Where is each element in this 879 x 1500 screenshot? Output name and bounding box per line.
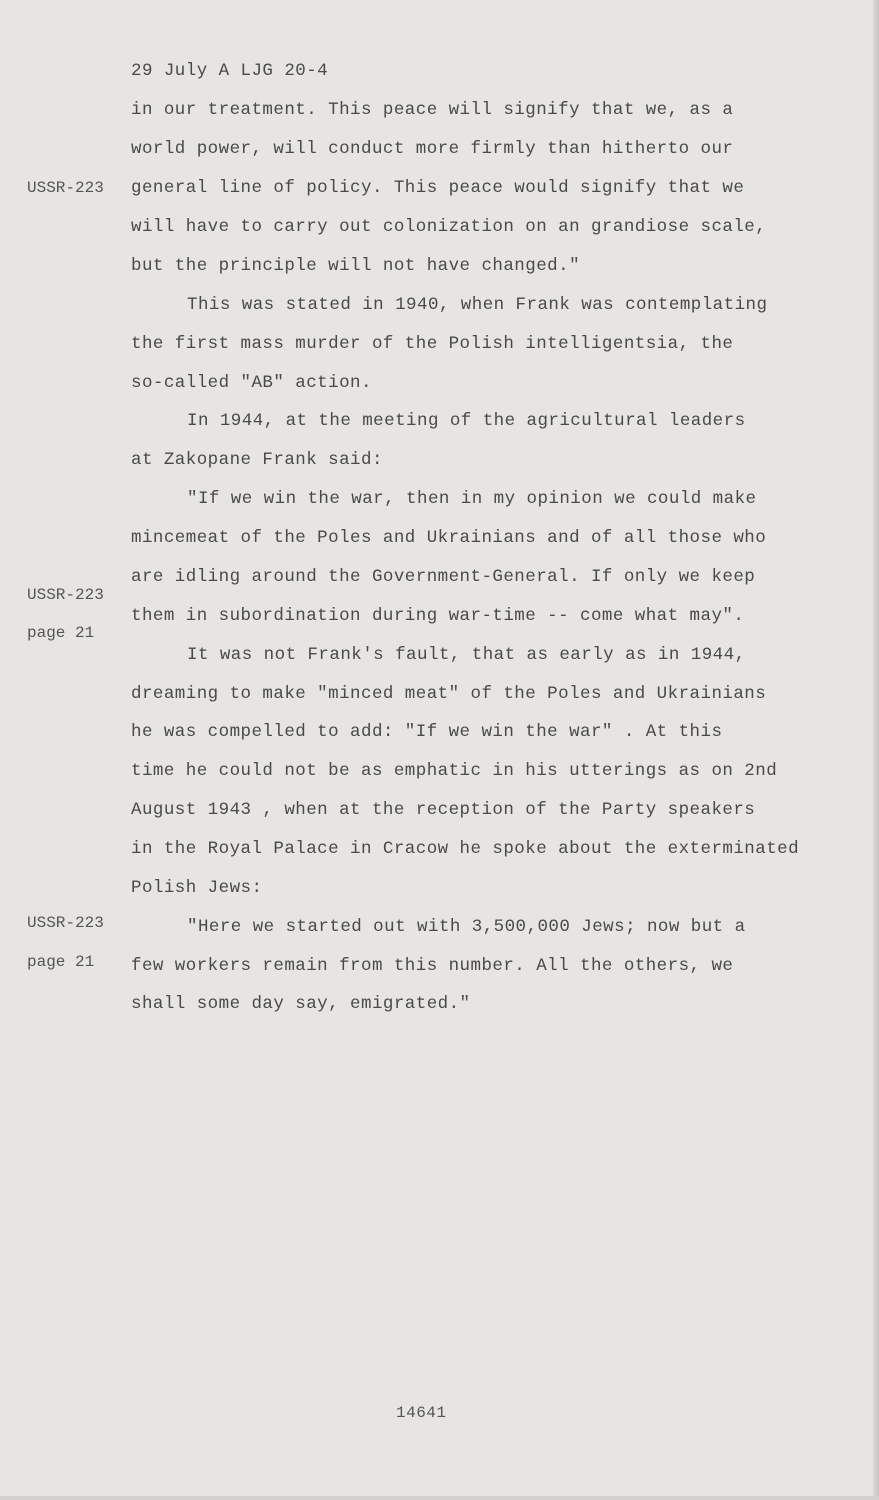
margin-page-ref: page 21 <box>27 624 95 642</box>
paper-edge-shadow <box>873 0 879 1500</box>
margin-exhibit-ref: USSR-223 <box>27 586 104 604</box>
text-line: he was compelled to add: "If we win the war" . At this <box>131 722 723 742</box>
text-line: in our treatment. This peace will signify that we, as a <box>131 100 734 120</box>
text-line: them in subordination during war-time -- come what may". <box>131 606 745 626</box>
margin-exhibit-ref: USSR-223 <box>27 914 104 932</box>
text-line: It was not Frank's fault, that as early as in 1944, <box>187 645 746 665</box>
text-line: mincemeat of the Poles and Ukrainians and of all those who <box>131 528 767 548</box>
text-line: so-called "AB" action. <box>131 373 372 393</box>
text-line: in the Royal Palace in Cracow he spoke about the exterminated <box>131 839 800 859</box>
text-line: time he could not be as emphatic in his utterings as on 2nd <box>131 761 778 781</box>
text-line: general line of policy. This peace would signify that we <box>131 178 745 198</box>
text-line: the first mass murder of the Polish intelligentsia, the <box>131 334 734 354</box>
margin-exhibit-ref: USSR-223 <box>27 179 104 197</box>
text-line: "If we win the war, then in my opinion we could make <box>187 489 757 509</box>
text-line: shall some day say, emigrated." <box>131 994 471 1014</box>
text-line: will have to carry out colonization on an grandiose scale, <box>131 217 767 237</box>
text-line: August 1943 , when at the reception of the Party speakers <box>131 800 756 820</box>
page-header: 29 July A LJG 20-4 <box>131 61 329 81</box>
text-line: few workers remain from this number. All the others, we <box>131 956 734 976</box>
margin-page-ref: page 21 <box>27 953 95 971</box>
text-line: at Zakopane Frank said: <box>131 450 383 470</box>
text-line: In 1944, at the meeting of the agricultural leaders <box>187 411 746 431</box>
text-line: are idling around the Government-General. If only we keep <box>131 567 756 587</box>
text-line: but the principle will not have changed." <box>131 256 581 276</box>
text-line: "Here we started out with 3,500,000 Jews; now but a <box>187 917 746 937</box>
text-line: Polish Jews: <box>131 878 263 898</box>
paper-bottom-edge <box>0 1496 879 1500</box>
text-line: world power, will conduct more firmly than hitherto our <box>131 139 734 159</box>
page-number: 14641 <box>396 1404 447 1422</box>
text-line: This was stated in 1940, when Frank was contemplating <box>187 295 768 315</box>
text-line: dreaming to make "minced meat" of the Poles and Ukrainians <box>131 684 767 704</box>
